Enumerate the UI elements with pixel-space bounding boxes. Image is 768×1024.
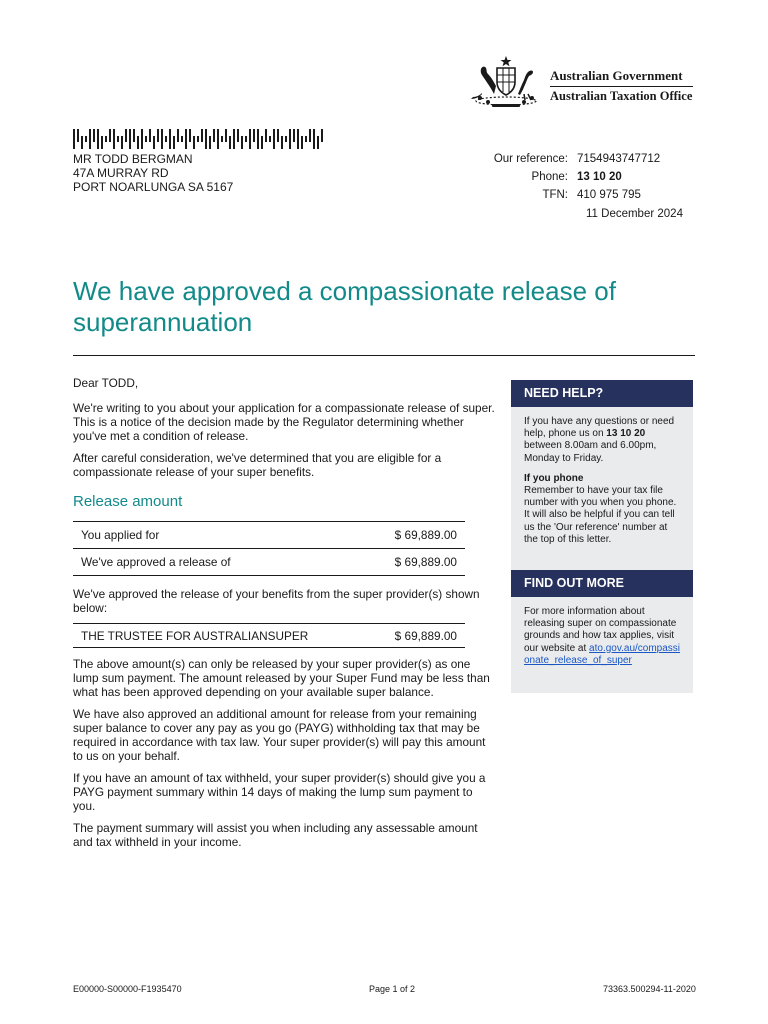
barcode-bar xyxy=(157,129,159,142)
barcode-bar xyxy=(101,136,103,149)
recipient-name: MR TODD BERGMAN xyxy=(73,152,193,166)
table-row xyxy=(73,522,465,549)
barcode-bar xyxy=(105,136,107,142)
help-text-part: If you have any questions or need help, phone us on xyxy=(524,416,675,440)
barcode-bar xyxy=(205,129,207,149)
tfn-label: TFN: xyxy=(542,189,568,201)
barcode-bar xyxy=(269,136,271,142)
barcode-bar xyxy=(97,129,99,149)
barcode-bar xyxy=(129,129,131,149)
barcode-bar xyxy=(301,136,303,149)
barcode-bar xyxy=(293,129,295,142)
title-divider xyxy=(73,355,695,356)
barcode-bar xyxy=(149,129,151,142)
help-phone: 13 10 20 xyxy=(606,428,646,440)
letter-body xyxy=(73,376,497,857)
page-title: We have approved a compassionate release of superannuation xyxy=(73,276,616,337)
barcode-bar xyxy=(189,129,191,142)
table-row xyxy=(73,624,465,648)
ato-website-link[interactable]: ato.gov.au/compassionate_release_of_super xyxy=(524,642,681,666)
release-amount-heading: Release amount xyxy=(73,493,183,510)
body-paragraph: After careful consideration, we've determined that you are eligible for a compassionate release of your super benefits. xyxy=(73,451,442,479)
our-reference-label: Our reference: xyxy=(493,153,568,165)
provider-table xyxy=(73,623,465,648)
barcode-bar xyxy=(169,129,171,149)
barcode-bar xyxy=(193,136,195,149)
barcode-bar xyxy=(265,129,267,142)
logo-divider xyxy=(550,86,693,87)
provider-amount: $ 69,889.00 xyxy=(375,624,465,648)
tfn-value: 410 975 795 xyxy=(577,189,641,201)
barcode-bar xyxy=(249,129,251,149)
barcode-bar xyxy=(145,136,147,142)
body-paragraph: If you have an amount of tax withheld, your super provider(s) should give you a PAYG payment summary within 14 days of making the lump sum payment to you. xyxy=(73,771,486,813)
sidebar xyxy=(511,380,693,693)
barcode-bar xyxy=(197,136,199,142)
provider-name: THE TRUSTEE FOR AUSTRALIANSUPER xyxy=(73,624,375,648)
barcode-bar xyxy=(133,129,135,142)
barcode-bar xyxy=(137,136,139,149)
barcode-bar xyxy=(73,129,75,149)
letter-date: 11 December 2024 xyxy=(586,208,683,220)
body-paragraph: We've approved the release of your benefits from the super provider(s) shown below: xyxy=(73,587,480,615)
barcode-bar xyxy=(113,129,115,149)
barcode-bar xyxy=(161,129,163,149)
barcode-bar xyxy=(77,129,79,142)
row-amount: $ 69,889.00 xyxy=(344,522,465,549)
barcode-bar xyxy=(233,129,235,149)
barcode-bar xyxy=(281,136,283,149)
barcode-bar xyxy=(221,136,223,142)
agency-name: Australian Taxation Office xyxy=(550,89,693,103)
salutation: Dear TODD, xyxy=(73,376,139,390)
government-name: Australian Government xyxy=(550,68,683,83)
barcode-bar xyxy=(141,129,143,149)
barcode-bar xyxy=(153,136,155,149)
reference-block xyxy=(480,150,660,204)
barcode-bar xyxy=(309,129,311,142)
barcode-bar xyxy=(297,129,299,149)
barcode-bar xyxy=(181,136,183,142)
row-label: You applied for xyxy=(73,522,344,549)
phone-value: 13 10 20 xyxy=(577,171,622,183)
barcode-bar xyxy=(125,129,127,142)
find-out-more-panel xyxy=(511,597,693,693)
barcode-bar xyxy=(81,136,83,149)
postal-barcode xyxy=(73,129,325,149)
release-amount-table xyxy=(73,521,465,576)
barcode-bar xyxy=(213,129,215,142)
barcode-bar xyxy=(273,129,275,149)
find-out-more-text: For more information about releasing super on compassionate grounds and how tax applies, visit our website at xyxy=(524,606,677,654)
footer-form-code: 73363.500294-11-2020 xyxy=(603,984,696,994)
body-paragraph: We have also approved an additional amount for release from your remaining super balance to cover any pay as you go (PAYG) withholding tax that may be required in accordance with tax law. Your super provider(s) will pay this amount to us on your behalf. xyxy=(73,707,486,763)
barcode-bar xyxy=(93,129,95,142)
if-you-phone-text: Remember to have your tax file number with you when you phone. It will also be helpful if you can tell us the 'Our reference' number at the top of this letter. xyxy=(524,485,677,545)
barcode-bar xyxy=(253,129,255,142)
barcode-bar xyxy=(277,129,279,142)
barcode-bar xyxy=(245,136,247,142)
need-help-panel xyxy=(511,407,693,570)
barcode-bar xyxy=(117,136,119,142)
barcode-bar xyxy=(109,129,111,142)
recipient-address xyxy=(73,152,233,194)
barcode-bar xyxy=(305,136,307,142)
barcode-bar xyxy=(217,129,219,149)
recipient-locality: PORT NOARLUNGA SA 5167 xyxy=(73,180,234,194)
barcode-bar xyxy=(237,129,239,142)
need-help-heading: NEED HELP? xyxy=(511,380,693,407)
barcode-bar xyxy=(173,136,175,149)
ato-logo xyxy=(468,54,698,110)
barcode-bar xyxy=(89,129,91,149)
phone-label: Phone: xyxy=(531,171,568,183)
find-out-more-heading: FIND OUT MORE xyxy=(511,570,693,597)
row-label: We've approved a release of xyxy=(73,549,344,576)
barcode-bar xyxy=(285,136,287,142)
footer-document-code: E00000-S00000-F1935470 xyxy=(73,984,182,994)
body-paragraph: The payment summary will assist you when including any assessable amount and tax withheld in your income. xyxy=(73,821,478,849)
barcode-bar xyxy=(185,129,187,149)
barcode-bar xyxy=(165,136,167,142)
barcode-bar xyxy=(229,136,231,149)
body-paragraph: We're writing to you about your application for a compassionate release of super. This is a notice of the decision made by the Regulator determining whether you've met a condition of release. xyxy=(73,401,495,443)
table-row xyxy=(73,549,465,576)
barcode-bar xyxy=(177,129,179,142)
barcode-bar xyxy=(241,136,243,149)
barcode-bar xyxy=(289,129,291,149)
help-text xyxy=(524,416,681,465)
if-you-phone-heading: If you phone xyxy=(524,472,584,484)
help-text-part: between 8.00am and 6.00pm, Monday to Friday. xyxy=(524,440,657,464)
coat-of-arms-icon xyxy=(468,54,544,108)
barcode-bar xyxy=(321,129,323,142)
barcode-bar xyxy=(261,136,263,149)
barcode-bar xyxy=(225,129,227,142)
our-reference-value: 7154943747712 xyxy=(577,153,661,165)
row-amount: $ 69,889.00 xyxy=(344,549,465,576)
barcode-bar xyxy=(209,136,211,149)
barcode-bar xyxy=(201,129,203,142)
body-paragraph: The above amount(s) can only be released by your super provider(s) as one lump sum payment. The amount released by your Super Fund may be less than what has been approved depending on your available super balance. xyxy=(73,657,490,699)
recipient-street: 47A MURRAY RD xyxy=(73,166,169,180)
barcode-bar xyxy=(85,136,87,142)
footer-page-number: Page 1 of 2 xyxy=(369,984,416,994)
barcode-bar xyxy=(257,129,259,149)
barcode-bar xyxy=(121,136,123,149)
barcode-bar xyxy=(313,129,315,149)
barcode-bar xyxy=(317,136,319,149)
